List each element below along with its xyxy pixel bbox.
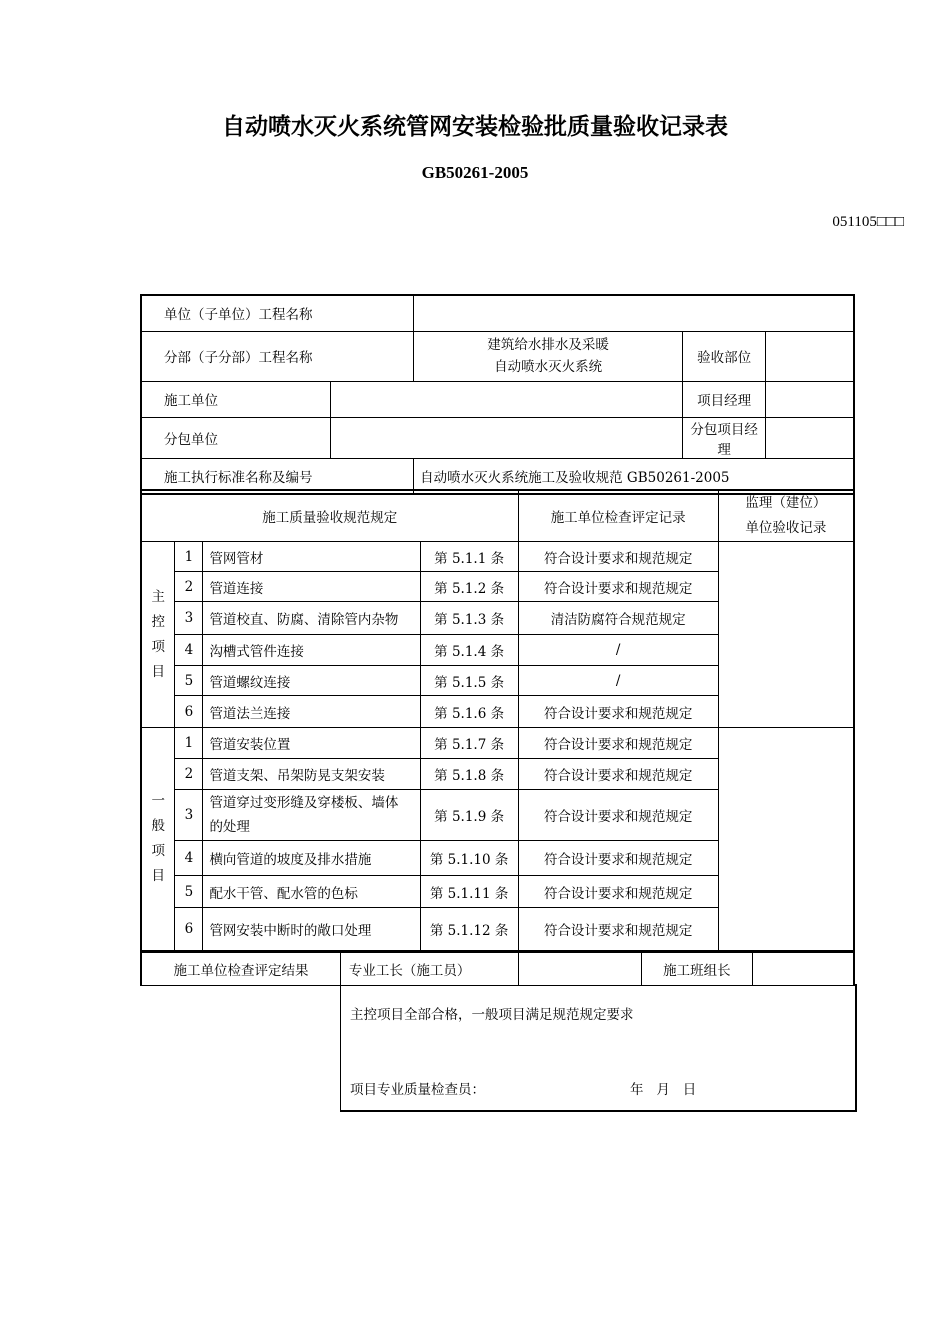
item-name: 管道安装位置: [203, 728, 420, 759]
item-record[interactable]: 清洁防腐符合规范规定: [518, 602, 718, 635]
item-name: 管道校直、防腐、清除管内杂物: [203, 602, 420, 635]
item-no: 2: [175, 572, 203, 602]
subcontract-manager-value[interactable]: [766, 417, 854, 458]
team-leader-value[interactable]: [752, 952, 854, 985]
division-value[interactable]: [414, 331, 683, 381]
col-self-check: 施工单位检查评定记录: [518, 490, 718, 542]
standard-code: GB50261-2005: [421, 163, 529, 182]
item-clause: 第 5.1.8 条: [420, 759, 518, 790]
item-record[interactable]: 符合设计要求和规范规定: [518, 908, 718, 951]
col-supervision: [718, 490, 854, 542]
date-label: 年 月 日: [630, 1082, 697, 1098]
main-supervision-record[interactable]: [718, 542, 854, 728]
foreman-label: 专业工长（施工员）: [340, 952, 519, 985]
item-name: 管道螺纹连接: [203, 666, 420, 696]
item-record[interactable]: 符合设计要求和规范规定: [518, 841, 718, 876]
item-record[interactable]: 符合设计要求和规范规定: [518, 728, 718, 759]
item-name: 管道支架、吊架防晃支架安装: [203, 759, 420, 790]
item-clause: 第 5.1.7 条: [420, 728, 518, 759]
item-record[interactable]: 符合设计要求和规范规定: [518, 542, 718, 572]
item-clause: 第 5.1.6 条: [420, 696, 518, 728]
item-no: 6: [175, 908, 203, 951]
item-no: 1: [175, 728, 203, 759]
project-manager-label: 项目经理: [683, 381, 766, 417]
item-clause: 第 5.1.12 条: [420, 908, 518, 951]
result-conclusion: 主控项目全部合格，一般项目满足规范规定要求: [350, 1007, 634, 1023]
page-title: 自动喷水灭火系统管网安装检验批质量验收记录表: [222, 114, 728, 140]
construction-unit-label: 施工单位: [141, 381, 330, 417]
col-supervision-line2: 单位验收记录: [745, 520, 827, 536]
division-value-line1: 建筑给水排水及采暖: [487, 337, 609, 353]
acceptance-part-value[interactable]: [766, 331, 854, 381]
result-conclusion-box[interactable]: [340, 984, 857, 1112]
division-value-line2: 自动喷水灭火系统: [494, 359, 603, 375]
item-record[interactable]: 符合设计要求和规范规定: [518, 572, 718, 602]
item-no: 4: [175, 635, 203, 666]
item-no: 5: [175, 876, 203, 908]
item-record[interactable]: 符合设计要求和规范规定: [518, 696, 718, 728]
item-clause: 第 5.1.2 条: [420, 572, 518, 602]
unit-label: 单位（子单位）工程名称: [141, 295, 414, 331]
general-group-label: 一 般 项 目: [141, 728, 175, 951]
item-clause: 第 5.1.4 条: [420, 635, 518, 666]
item-no: 3: [175, 790, 203, 841]
item-clause: 第 5.1.11 条: [420, 876, 518, 908]
item-name: 横向管道的坡度及排水措施: [203, 841, 420, 876]
item-name: 管道法兰连接: [203, 696, 420, 728]
exec-standard-label: 施工执行标准名称及编号: [141, 458, 414, 494]
item-name: 管网管材: [203, 542, 420, 572]
table-row: [141, 728, 854, 759]
item-name: 配水干管、配水管的色标: [203, 876, 420, 908]
item-name: 管网安装中断时的敞口处理: [203, 908, 420, 951]
result-table: [140, 951, 855, 986]
subcontract-unit-value[interactable]: [330, 417, 682, 458]
items-table: [140, 489, 855, 952]
item-record[interactable]: 符合设计要求和规范规定: [518, 790, 718, 841]
main-group-label: 主 控 项 目: [141, 542, 175, 728]
record-code: 051105□□□: [832, 214, 904, 230]
inspector-label: 项目专业质量检查员：: [350, 1082, 485, 1098]
item-name: 管道穿过变形缝及穿楼板、墙体 的处理: [203, 790, 420, 841]
item-record[interactable]: /: [518, 635, 718, 666]
exec-standard-value[interactable]: 自动喷水灭火系统施工及验收规范 GB50261-2005: [414, 458, 854, 494]
item-no: 1: [175, 542, 203, 572]
item-clause: 第 5.1.9 条: [420, 790, 518, 841]
item-no: 3: [175, 602, 203, 635]
acceptance-part-label: 验收部位: [683, 331, 766, 381]
division-label: 分部（子分部）工程名称: [141, 331, 414, 381]
item-record[interactable]: /: [518, 666, 718, 696]
item-no: 2: [175, 759, 203, 790]
item-name: 管道连接: [203, 572, 420, 602]
subcontract-manager-label: 分包项目经理: [683, 417, 766, 458]
item-record[interactable]: 符合设计要求和规范规定: [518, 759, 718, 790]
item-no: 4: [175, 841, 203, 876]
unit-value[interactable]: [414, 295, 854, 331]
project-manager-value[interactable]: [766, 381, 854, 417]
item-clause: 第 5.1.3 条: [420, 602, 518, 635]
item-name: 沟槽式管件连接: [203, 635, 420, 666]
foreman-value[interactable]: [519, 952, 642, 985]
item-no: 6: [175, 696, 203, 728]
col-supervision-line1: 监理（建位）: [745, 495, 827, 511]
item-clause: 第 5.1.5 条: [420, 666, 518, 696]
team-leader-label: 施工班组长: [642, 952, 753, 985]
item-no: 5: [175, 666, 203, 696]
table-row: [141, 542, 854, 572]
item-record[interactable]: 符合设计要求和规范规定: [518, 876, 718, 908]
subcontract-unit-label: 分包单位: [141, 417, 330, 458]
result-label: 施工单位检查评定结果: [141, 952, 340, 985]
item-clause: 第 5.1.1 条: [420, 542, 518, 572]
construction-unit-value[interactable]: [330, 381, 682, 417]
general-supervision-record[interactable]: [718, 728, 854, 951]
header-table: [140, 294, 855, 495]
item-clause: 第 5.1.10 条: [420, 841, 518, 876]
col-spec: 施工质量验收规范规定: [141, 490, 518, 542]
